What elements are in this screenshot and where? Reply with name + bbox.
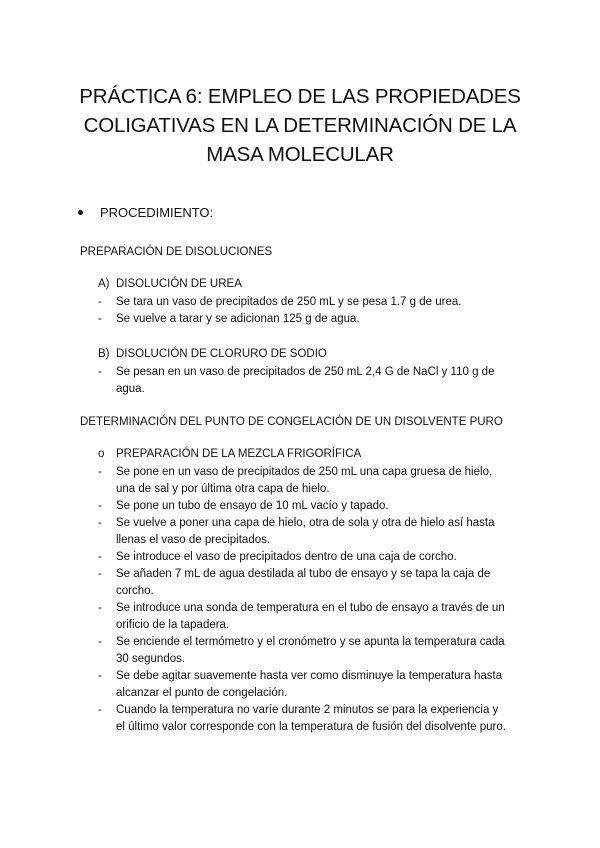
mezcla-heading [98, 446, 361, 462]
list-item: - Cuando la temperatura no varíe durante 2 minutos se para la experiencia y el último valor corresponde con la temperatura de fusión del disolvente puro. [96, 702, 506, 736]
circle-bullet-icon: o [98, 448, 105, 460]
mezcla-steps [96, 464, 506, 736]
list-item: - Se pone en un vaso de precipitados de 250 mL una capa gruesa de hielo, una de sal y por última otra capa de hielo. [96, 464, 506, 498]
list-item: - Se pesan en un vaso de precipitados de 250 mL 2,4 G de NaCl y 110 g de agua. [96, 364, 504, 398]
list-item: - Se tara un vaso de precipitados de 250 mL y se pesa 1.7 g de urea. [96, 294, 520, 311]
list-item: - Se introduce el vaso de precipitados dentro de una caja de corcho. [96, 549, 506, 566]
nacl-heading [98, 346, 327, 362]
mezcla-label: PREPARACIÓN DE LA MEZCLA FRIGORÍFICA [116, 448, 362, 460]
urea-steps [96, 294, 520, 328]
urea-heading [98, 276, 242, 292]
bullet-icon [78, 210, 83, 215]
title-line: COLIGATIVAS EN LA DETERMINACIÓN DE LA [83, 114, 517, 137]
page-title [40, 82, 560, 169]
nacl-steps [96, 364, 504, 398]
title-line: MASA MOLECULAR [206, 143, 394, 166]
preparacion-heading: PREPARACIÓN DE DISOLUCIONES [80, 246, 273, 258]
list-item: - Se vuelve a tarar y se adicionan 125 g de agua. [96, 311, 520, 328]
list-item: - Se introduce una sonda de temperatura en el tubo de ensayo a través de un orificio de la tapadera. [96, 600, 506, 634]
list-item: - Se enciende el termómetro y el cronómetro y se apunta la temperatura cada 30 segundos. [96, 634, 506, 668]
list-item: - Se vuelve a poner una capa de hielo, otra de sola y otra de hielo así hasta llenas el vaso de precipitados. [96, 515, 506, 549]
list-item: - Se debe agitar suavemente hasta ver como disminuye la temperatura hasta alcanzar el punto de congelación. [96, 668, 506, 702]
nacl-label: DISOLUCIÓN DE CLORURO DE SODIO [116, 348, 327, 360]
determinacion-heading: DETERMINACIÓN DEL PUNTO DE CONGELACIÓN DE UN DISOLVENTE PURO [80, 416, 503, 428]
list-item: - Se pone un tubo de ensayo de 10 mL vacío y tapado. [96, 498, 506, 515]
title-line: PRÁCTICA 6: EMPLEO DE LAS PROPIEDADES [79, 85, 521, 108]
nacl-marker: B) [98, 348, 110, 360]
urea-marker: A) [98, 278, 110, 290]
procedimiento-label: PROCEDIMIENTO: [100, 205, 214, 220]
list-item: - Se añaden 7 mL de agua destilada al tubo de ensayo y se tapa la caja de corcho. [96, 566, 506, 600]
urea-label: DISOLUCIÓN DE UREA [116, 278, 242, 290]
